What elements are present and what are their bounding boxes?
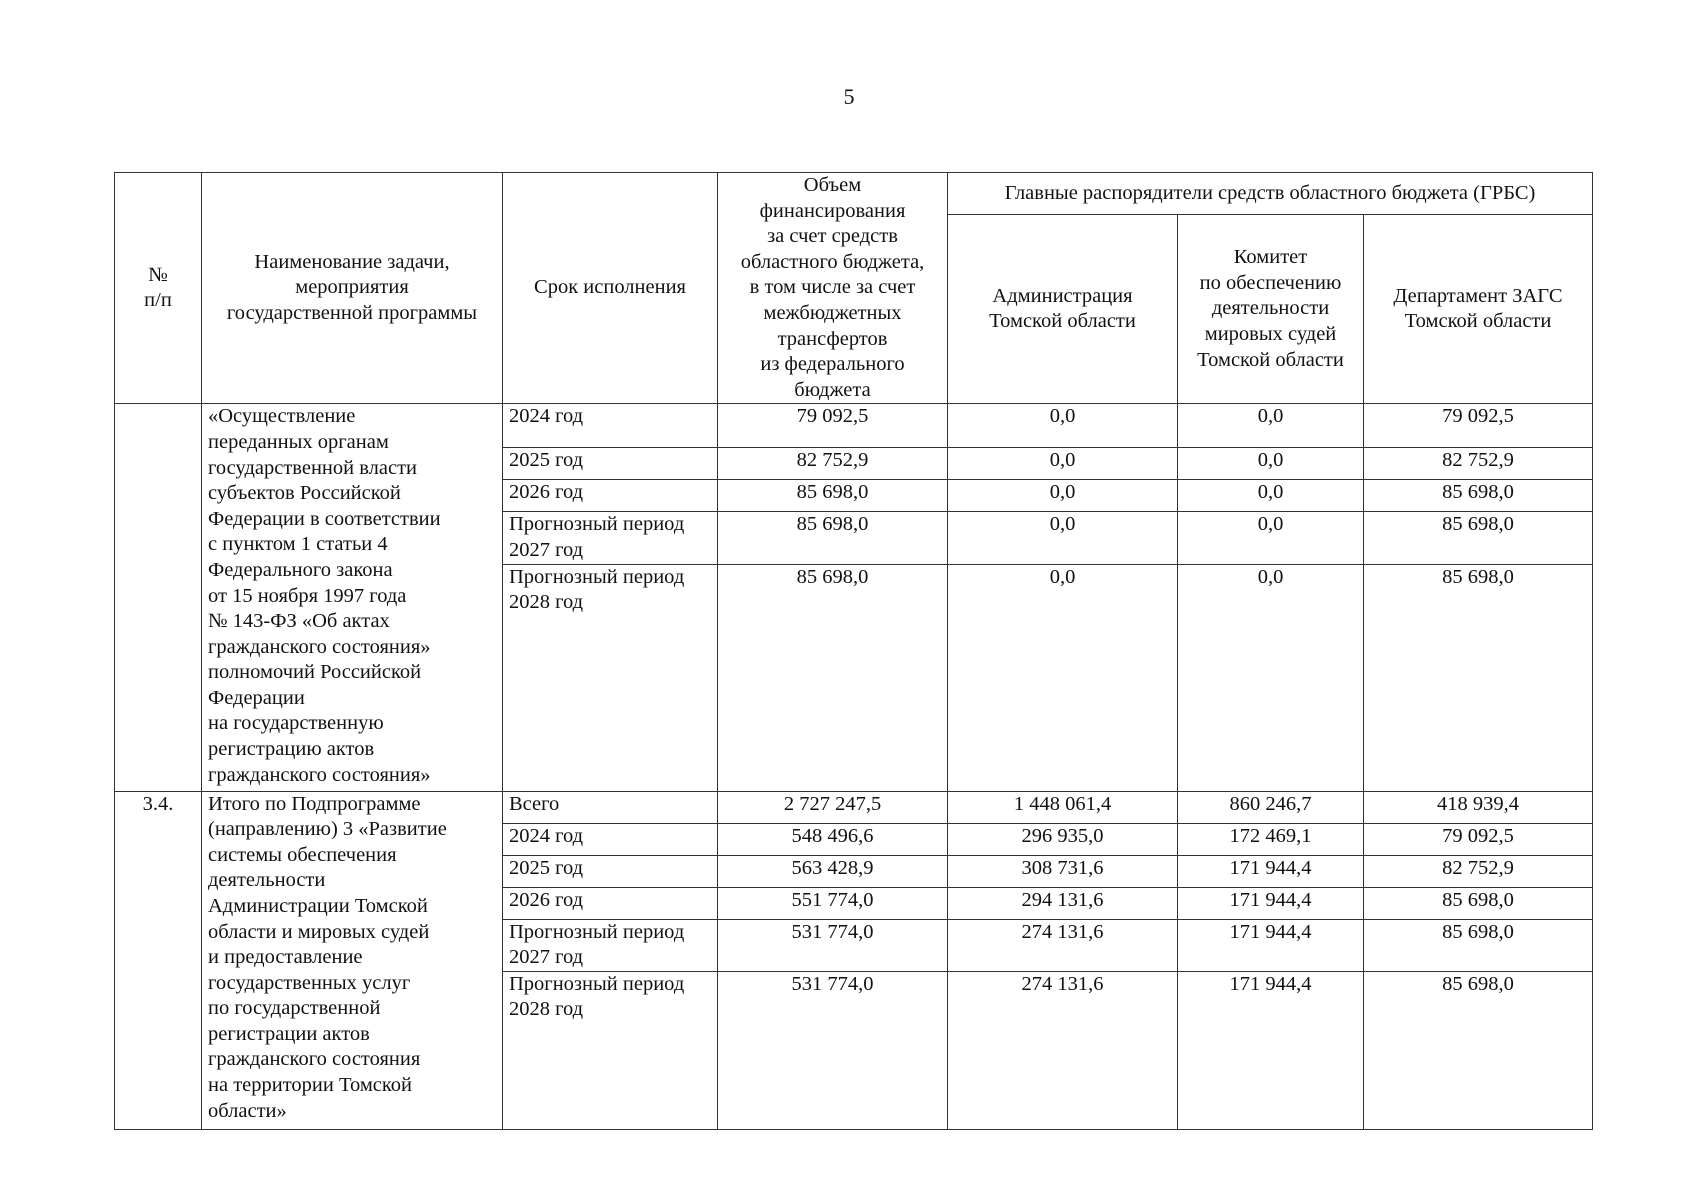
header-admin: Администрация Томской области bbox=[948, 215, 1178, 404]
volume-cell: 85 698,0 bbox=[718, 512, 948, 564]
volume-cell: 551 774,0 bbox=[718, 887, 948, 919]
row-num: 3.4. bbox=[115, 791, 202, 1129]
committee-cell: 0,0 bbox=[1178, 448, 1364, 480]
table-row bbox=[115, 791, 1593, 823]
admin-cell: 0,0 bbox=[948, 404, 1178, 448]
admin-cell: 1 448 061,4 bbox=[948, 791, 1178, 823]
admin-cell: 296 935,0 bbox=[948, 823, 1178, 855]
zags-cell: 418 939,4 bbox=[1364, 791, 1593, 823]
zags-cell: 85 698,0 bbox=[1364, 564, 1593, 791]
term-cell: 2025 год bbox=[503, 855, 718, 887]
committee-cell: 172 469,1 bbox=[1178, 823, 1364, 855]
row-num bbox=[115, 404, 202, 791]
committee-cell: 171 944,4 bbox=[1178, 887, 1364, 919]
admin-cell: 0,0 bbox=[948, 564, 1178, 791]
zags-cell: 82 752,9 bbox=[1364, 855, 1593, 887]
term-cell: Прогнозный период 2028 год bbox=[503, 971, 718, 1129]
admin-cell: 0,0 bbox=[948, 448, 1178, 480]
volume-cell: 79 092,5 bbox=[718, 404, 948, 448]
header-committee: Комитет по обеспечению деятельности мировых судей Томской области bbox=[1178, 215, 1364, 404]
committee-cell: 171 944,4 bbox=[1178, 971, 1364, 1129]
header-term: Срок исполнения bbox=[503, 173, 718, 404]
volume-cell: 85 698,0 bbox=[718, 564, 948, 791]
volume-cell: 82 752,9 bbox=[718, 448, 948, 480]
committee-cell: 0,0 bbox=[1178, 480, 1364, 512]
admin-cell: 294 131,6 bbox=[948, 887, 1178, 919]
term-cell: 2026 год bbox=[503, 887, 718, 919]
committee-cell: 0,0 bbox=[1178, 404, 1364, 448]
header-num: № п/п bbox=[115, 173, 202, 404]
admin-cell: 274 131,6 bbox=[948, 919, 1178, 971]
zags-cell: 82 752,9 bbox=[1364, 448, 1593, 480]
term-cell: 2024 год bbox=[503, 823, 718, 855]
volume-cell: 2 727 247,5 bbox=[718, 791, 948, 823]
page-number: 5 bbox=[843, 84, 855, 109]
admin-cell: 0,0 bbox=[948, 512, 1178, 564]
term-cell: 2025 год bbox=[503, 448, 718, 480]
admin-cell: 0,0 bbox=[948, 480, 1178, 512]
committee-cell: 860 246,7 bbox=[1178, 791, 1364, 823]
admin-cell: 274 131,6 bbox=[948, 971, 1178, 1129]
volume-cell: 548 496,6 bbox=[718, 823, 948, 855]
zags-cell: 85 698,0 bbox=[1364, 887, 1593, 919]
committee-cell: 0,0 bbox=[1178, 564, 1364, 791]
term-cell: Прогнозный период 2027 год bbox=[503, 512, 718, 564]
zags-cell: 85 698,0 bbox=[1364, 512, 1593, 564]
committee-cell: 171 944,4 bbox=[1178, 855, 1364, 887]
financing-table bbox=[114, 172, 1593, 1130]
volume-cell: 531 774,0 bbox=[718, 919, 948, 971]
term-cell: Прогнозный период 2027 год bbox=[503, 919, 718, 971]
table-body bbox=[115, 404, 1593, 1129]
header-zags: Департамент ЗАГС Томской области bbox=[1364, 215, 1593, 404]
zags-cell: 85 698,0 bbox=[1364, 480, 1593, 512]
committee-cell: 171 944,4 bbox=[1178, 919, 1364, 971]
zags-cell: 79 092,5 bbox=[1364, 823, 1593, 855]
term-cell: 2026 год bbox=[503, 480, 718, 512]
committee-cell: 0,0 bbox=[1178, 512, 1364, 564]
header-grbs: Главные распорядители средств областного бюджета (ГРБС) bbox=[948, 173, 1593, 215]
zags-cell: 85 698,0 bbox=[1364, 919, 1593, 971]
term-cell: Всего bbox=[503, 791, 718, 823]
volume-cell: 531 774,0 bbox=[718, 971, 948, 1129]
volume-cell: 85 698,0 bbox=[718, 480, 948, 512]
header-volume: Объем финансирования за счет средств областного бюджета, в том числе за счет межбюджетных трансфертов из федерального бюджета bbox=[718, 173, 948, 404]
admin-cell: 308 731,6 bbox=[948, 855, 1178, 887]
volume-cell: 563 428,9 bbox=[718, 855, 948, 887]
task-name: «Осуществление переданных органам государственной власти субъектов Российской Федерации в соответствии с пунктом 1 статьи 4 Федерального закона от 15 ноября 1997 года № 143-ФЗ «Об актах гражданского состояния» полномочий Российской Федерации на государственную регистрацию актов гражданского состояния» bbox=[202, 404, 503, 791]
term-cell: 2024 год bbox=[503, 404, 718, 448]
header-name: Наименование задачи, мероприятия государственной программы bbox=[202, 173, 503, 404]
task-name: Итого по Подпрограмме (направлению) 3 «Развитие системы обеспечения деятельности Администрации Томской области и мировых судей и предоставление государственных услуг по государственной регистрации актов гражданского состояния на территории Томской области» bbox=[202, 791, 503, 1129]
zags-cell: 85 698,0 bbox=[1364, 971, 1593, 1129]
table-row bbox=[115, 404, 1593, 448]
zags-cell: 79 092,5 bbox=[1364, 404, 1593, 448]
term-cell: Прогнозный период 2028 год bbox=[503, 564, 718, 791]
